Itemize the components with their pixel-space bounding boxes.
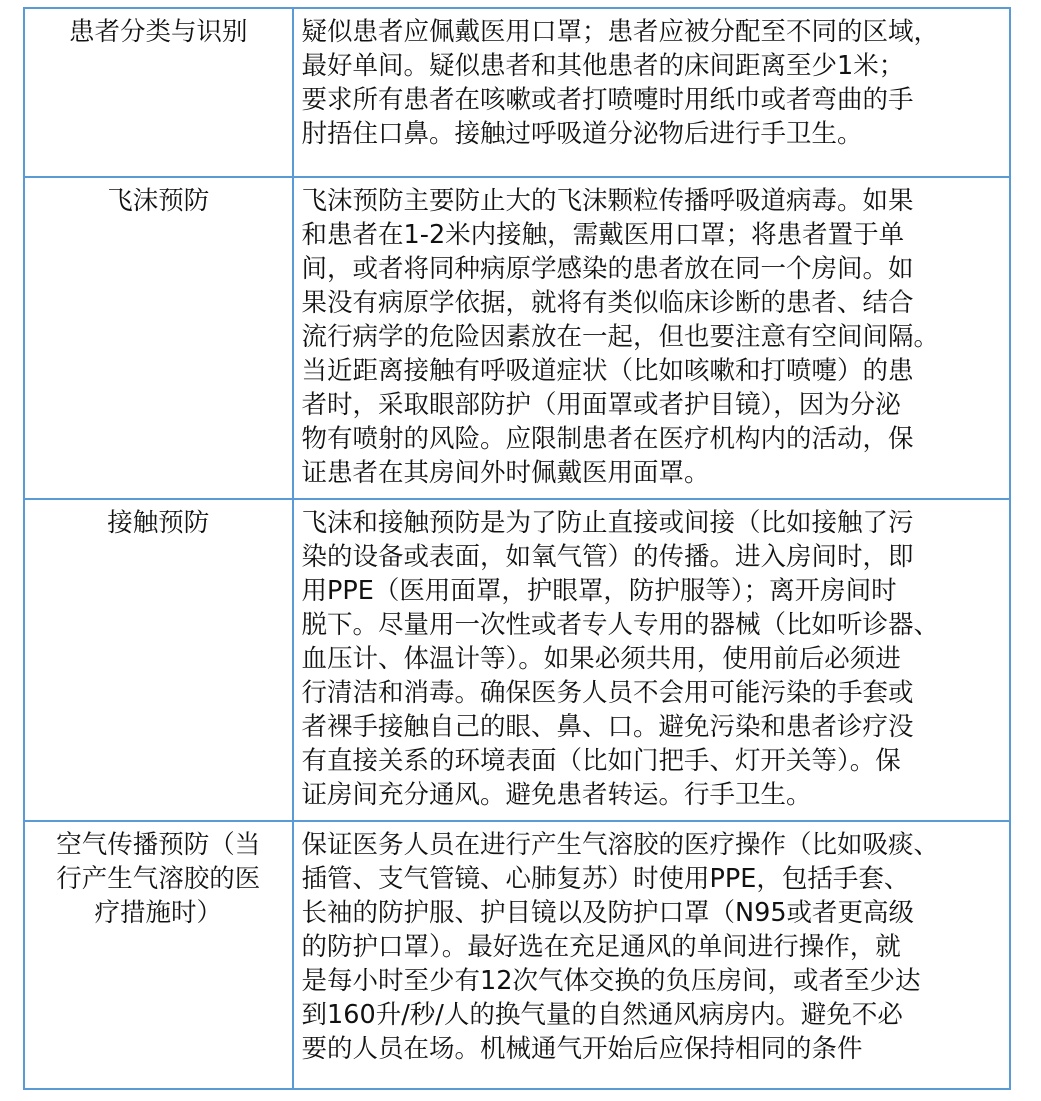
description-line: 证房间充分通风。避免患者转运。行手卫生。 — [301, 780, 812, 810]
description-line: 脱下。尽量用一次性或者专人专用的器械（比如听诊器、 — [301, 610, 940, 640]
description-line: 间，或者将同种病原学感染的患者放在同一个房间。如 — [301, 254, 914, 284]
description-line: 当近距离接触有呼吸道症状（比如咳嗽和打喷嚏）的患 — [301, 356, 914, 386]
description-line: 最好单间。疑似患者和其他患者的床间距离至少1米； — [301, 51, 905, 81]
table-row — [24, 821, 1010, 1089]
description-line: 果没有病原学依据，就将有类似临床诊断的患者、结合 — [301, 288, 914, 318]
description-cell — [293, 8, 1010, 177]
category-label-line: 接触预防 — [107, 508, 210, 538]
description-line: 肘捂住口鼻。接触过呼吸道分泌物后进行手卫生。 — [301, 119, 863, 149]
description-line: 要求所有患者在咳嗽或者打喷嚏时用纸巾或者弯曲的手 — [301, 85, 914, 115]
table-row — [24, 8, 1010, 177]
category-cell — [24, 177, 293, 499]
table-body — [24, 8, 1010, 1089]
description-line: 疑似患者应佩戴医用口罩；患者应被分配至不同的区域， — [301, 17, 940, 47]
category-cell — [24, 499, 293, 821]
description-line: 染的设备或表面，如氧气管）的传播。进入房间时，即 — [301, 542, 914, 572]
description-line: 者裸手接触自己的眼、鼻、口。避免污染和患者诊疗没 — [301, 712, 914, 742]
description-line: 用PPE（医用面罩，护眼罩，防护服等）；离开房间时 — [301, 576, 897, 606]
category-label-line: 疗措施时） — [94, 898, 223, 928]
description-line: 飞沫和接触预防是为了防止直接或间接（比如接触了污 — [301, 508, 914, 538]
description-line: 和患者在1-2米内接触，需戴医用口罩；将患者置于单 — [301, 220, 905, 250]
category-cell — [24, 8, 293, 177]
description-line: 的防护口罩）。最好选在充足通风的单间进行操作，就 — [301, 932, 901, 962]
description-line: 插管、支气管镜、心肺复苏）时使用PPE，包括手套、 — [301, 864, 910, 894]
category-label-line: 患者分类与识别 — [69, 17, 248, 47]
description-cell — [293, 177, 1010, 499]
table-row — [24, 499, 1010, 821]
table-row — [24, 177, 1010, 499]
category-label-line: 飞沫预防 — [107, 186, 210, 216]
description-line: 长袖的防护服、护目镜以及防护口罩（N95或者更高级 — [301, 898, 915, 928]
description-cell — [293, 821, 1010, 1089]
description-line: 是每小时至少有12次气体交换的负压房间，或者至少达 — [301, 966, 921, 996]
description-cell — [293, 499, 1010, 821]
category-label-line: 空气传播预防（当 — [56, 830, 261, 860]
description-line: 有直接关系的环境表面（比如门把手、灯开关等）。保 — [301, 746, 901, 776]
description-line: 证患者在其房间外时佩戴医用面罩。 — [301, 458, 710, 488]
description-line: 流行病学的危险因素放在一起，但也要注意有空间间隔。 — [301, 322, 940, 352]
description-line: 行清洁和消毒。确保医务人员不会用可能污染的手套或 — [301, 678, 914, 708]
description-line: 保证医务人员在进行产生气溶胶的医疗操作（比如吸痰、 — [301, 830, 940, 860]
description-line: 物有喷射的风险。应限制患者在医疗机构内的活动，保 — [301, 424, 914, 454]
precautions-table — [23, 7, 1011, 1090]
category-label-line: 行产生气溶胶的医 — [56, 864, 261, 894]
category-cell — [24, 821, 293, 1089]
description-line: 血压计、体温计等）。如果必须共用，使用前后必须进 — [301, 644, 901, 674]
description-line: 飞沫预防主要防止大的飞沫颗粒传播呼吸道病毒。如果 — [301, 186, 914, 216]
description-line: 要的人员在场。机械通气开始后应保持相同的条件 — [301, 1034, 863, 1064]
description-line: 到160升/秒/人的换气量的自然通风病房内。避免不必 — [301, 1000, 903, 1030]
description-line: 者时，采取眼部防护（用面罩或者护目镜），因为分泌 — [301, 390, 901, 420]
